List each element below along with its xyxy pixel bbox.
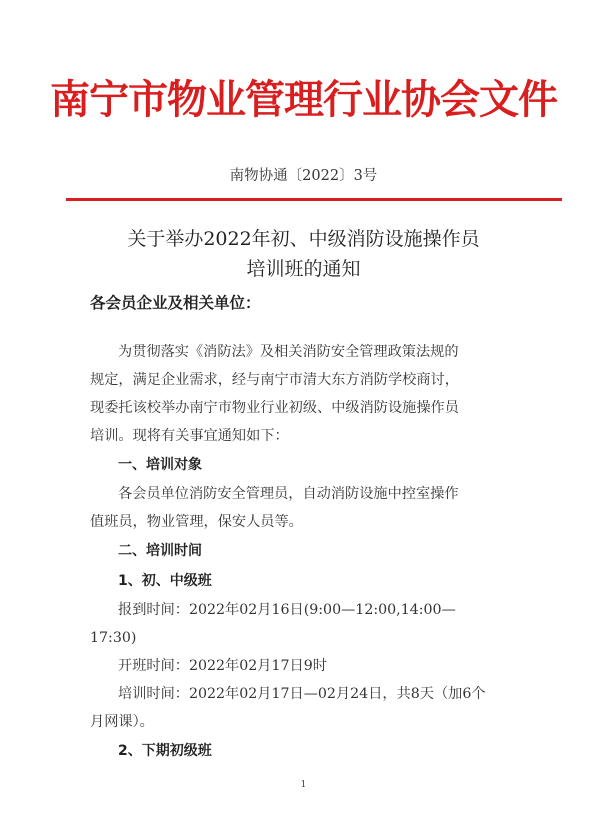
report-time-line: 报到时间：2022年02月16日(9:00—12:00,14:00— [118,602,456,618]
subsection-heading-class-2: 2、下期初级班 [118,743,212,759]
notice-title [0,224,607,284]
training-time-line: 培训时间：2022年02月17日—02月24日，共8天（加6个 [118,686,486,702]
opening-time-line: 开班时间：2022年02月17日9时 [118,658,327,674]
intro-line: 为贯彻落实《消防法》及相关消防安全管理政策法规的 [118,344,459,360]
salutation: 各会员企业及相关单位： [90,294,261,312]
notice-title-line-1: 关于举办2022年初、中级消防设施操作员 [127,228,480,250]
section1-line: 值班员，物业管理，保安人员等。 [90,514,303,530]
intro-line: 培训。现将有关事宜通知如下： [90,428,289,444]
notice-title-line-2: 培训班的通知 [246,258,361,280]
document-number: 南物协通〔2022〕3号 [229,168,378,184]
subsection-heading-class-1: 1、初、中级班 [118,573,212,589]
page-number: 1 [300,780,307,790]
intro-line: 现委托该校举办南宁市物业行业初级、中级消防设施操作员 [90,400,459,416]
training-time-line: 月网课）。 [90,714,154,730]
notice-body [90,338,522,766]
report-time-line: 17:30) [90,630,137,646]
section-heading-training-time: 二、培训时间 [118,543,202,559]
section1-line: 各会员单位消防安全管理员，自动消防设施中控室操作 [118,486,459,502]
intro-line: 规定，满足企业需求，经与南宁市清大东方消防学校商讨， [90,372,459,388]
header-divider [66,198,562,201]
org-header-title: 南宁市物业管理行业协会文件 [50,76,557,123]
section-heading-training-target: 一、培训对象 [118,457,202,473]
